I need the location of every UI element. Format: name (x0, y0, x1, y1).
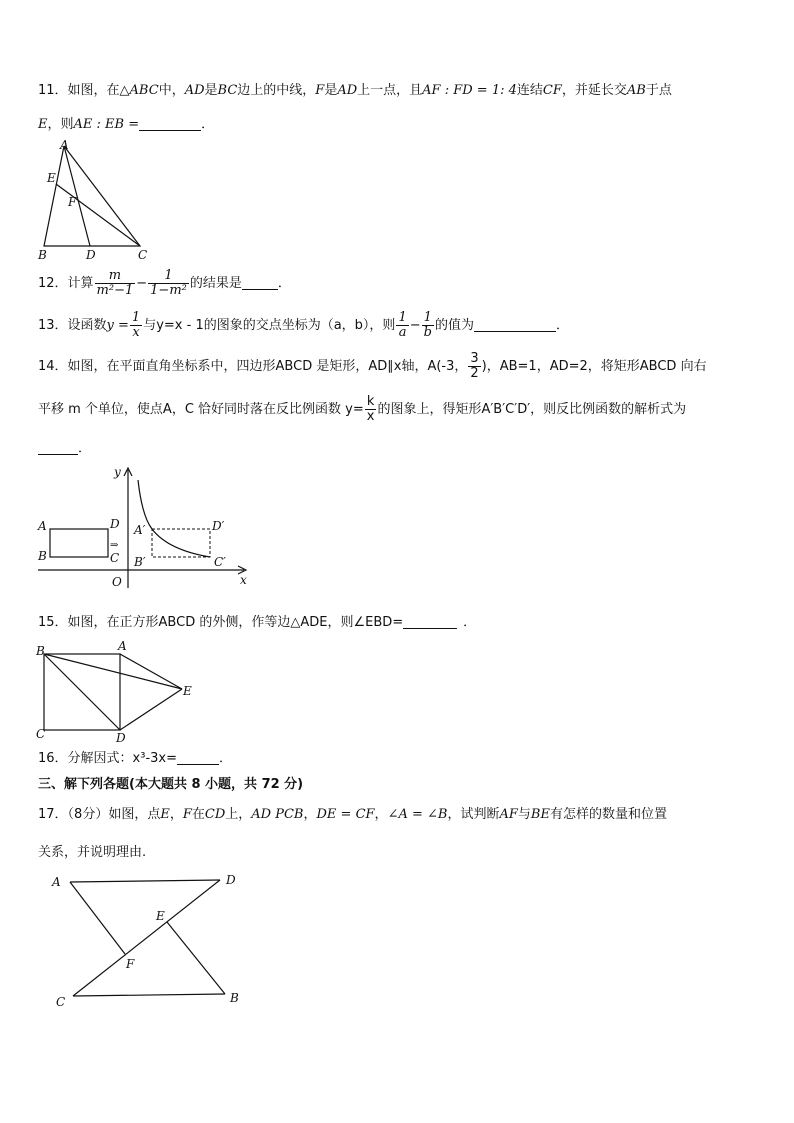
fraction: $\frac{1}{\text{1−m²}}$ (150, 268, 187, 298)
answer-blank[interactable] (38, 440, 78, 455)
fraction: $\frac{3}{2}$ (470, 351, 479, 381)
arrow-icon: ⇒ (110, 540, 119, 551)
q11-triangle-figure (36, 138, 156, 264)
section-heading: 三、解下列各题(本大题共 8 小题，共 72 分) (38, 777, 304, 792)
q17-figure (40, 868, 260, 1016)
answer-blank[interactable] (139, 116, 201, 131)
q15: 15．如图，在正方形ABCD 的外侧，作等边△ADE，则∠EBD= ． (38, 615, 477, 630)
label-d: D (86, 248, 96, 262)
q11-line2: E，则AE : EB = ． (38, 117, 215, 132)
q14-line3: ． (38, 440, 91, 458)
q15-square-figure (32, 638, 202, 746)
q14-line2: 平移 m 个单位，使点A，C 恰好同时落在反比例函数 y= $\frac{k}{x}$ 的图象上，得矩形A′B′C′D′，则反比例函数的解析式为 (38, 394, 687, 424)
q14-coordinate-figure (34, 464, 256, 590)
answer-blank[interactable] (177, 750, 219, 765)
q17-line1: 17．（8分）如图，点E，F在CD上，AD PCB，DE = CF，∠A = ∠B，试判断AF与BE有怎样的数量和位置 (38, 807, 667, 822)
label-a: A (52, 875, 61, 889)
label-a: A (60, 138, 69, 152)
label-c: C (56, 995, 66, 1009)
label-f: F (68, 195, 77, 209)
q13: 13．设函数y = $\frac{1}{x}$ 与y=x - 1的图象的交点坐标为（a，b），则 $\frac{1}{a}$ − $\frac{1}{b}$ 的值为 ． (38, 310, 569, 340)
label-a-prime: A′ (134, 523, 146, 537)
label-b: B (38, 549, 47, 563)
label-b-prime: B′ (134, 555, 146, 569)
answer-blank[interactable] (474, 317, 556, 332)
q11-line1: 11．如图，在△ABC中，AD是BC边上的中线，F是AD上一点，且AF : FD = 1: 4连结CF，并延长交AB于点 (38, 83, 672, 98)
label-c: C (36, 727, 46, 741)
origin-label: O (112, 575, 122, 589)
axis-y-label: y (114, 465, 121, 479)
fraction: $\frac{1}{a}$ (398, 310, 407, 340)
label-b: B (36, 644, 45, 658)
label-e: E (183, 684, 192, 698)
fraction: $\frac{1}{x}$ (131, 310, 141, 340)
fraction: $\frac{m}{\text{m²−1}}$ (96, 268, 134, 298)
label-d: D (116, 731, 126, 745)
label-b: B (230, 991, 239, 1005)
axis-x-label: x (240, 573, 247, 587)
label-f: F (126, 957, 135, 971)
label-d: D (226, 873, 236, 887)
label-a: A (38, 519, 47, 533)
answer-blank[interactable] (242, 275, 278, 290)
label-b: B (38, 248, 47, 262)
label-c: C (110, 551, 120, 565)
q12: 12．计算 $\frac{m}{\text{m²−1}}$ − $\frac{1}{\text{1−m²}}$ 的结果是 ． (38, 268, 291, 298)
answer-blank[interactable] (403, 614, 457, 629)
fraction: $\frac{k}{x}$ (366, 394, 375, 424)
label-c-prime: C′ (214, 555, 226, 569)
label-e: E (47, 171, 56, 185)
label-e: E (156, 909, 165, 923)
label-d: D (110, 517, 120, 531)
q16: 16．分解因式：x³-3x= ． (38, 751, 233, 766)
q17-line2: 关系，并说明理由. (38, 845, 147, 860)
fraction: $\frac{1}{b}$ (423, 310, 432, 340)
label-c: C (138, 248, 148, 262)
label-a: A (118, 639, 127, 653)
label-d-prime: D′ (212, 519, 225, 533)
q14-line1: 14．如图，在平面直角坐标系中，四边形ABCD 是矩形，AD∥x轴，A(-3， $\frac{3}{2}$ )，AB=1，AD=2，将矩形ABCD 向右 (38, 351, 707, 381)
